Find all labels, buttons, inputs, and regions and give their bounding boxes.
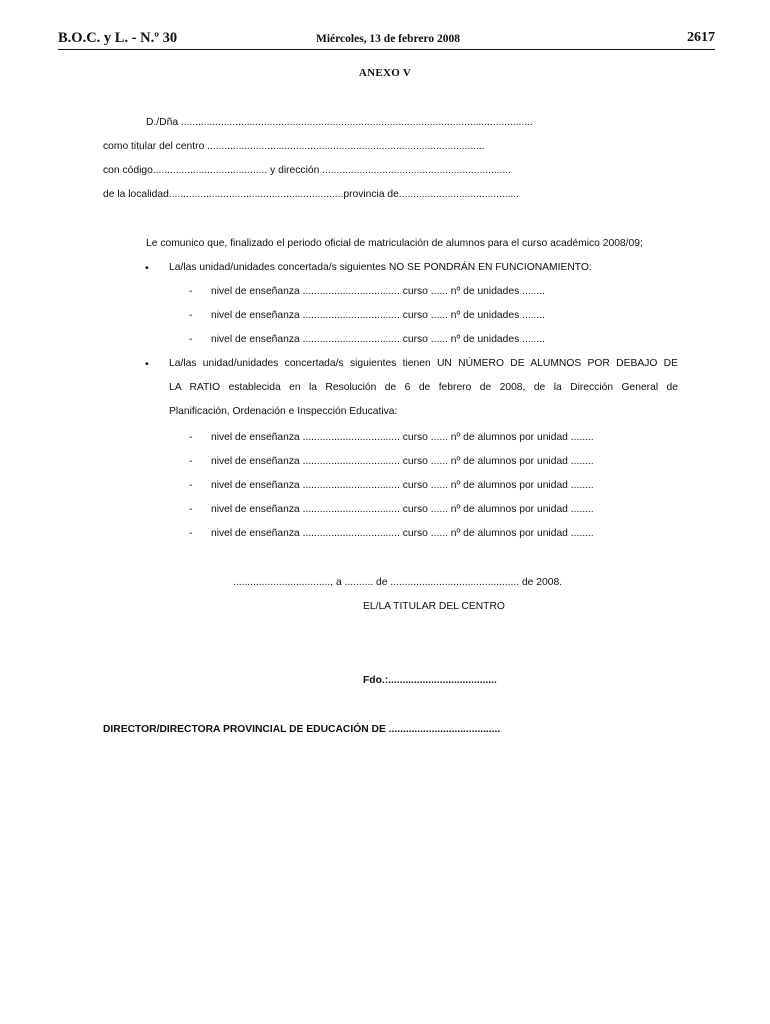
form-line-code: con código........................................ y dirección ..................................................................: [103, 165, 511, 176]
bullet-icon: •: [145, 358, 149, 370]
addressee-line: DIRECTOR/DIRECTORA PROVINCIAL DE EDUCACIÓN DE .......................................: [103, 724, 501, 735]
bullet-icon: •: [145, 262, 149, 274]
dash-icon: -: [189, 334, 193, 345]
ratio-line: nivel de enseñanza .................................. curso ...... nº de alumnos por unidad ........: [211, 504, 594, 515]
annex-title: ANEXO V: [358, 67, 412, 79]
ratio-line: nivel de enseñanza .................................. curso ...... nº de alumnos por unidad ........: [211, 432, 594, 443]
bullet-2-line: La/las unidad/unidades concertada/s siguientes tienen UN NÚMERO DE ALUMNOS POR DEBAJO DE: [169, 358, 678, 369]
signer-title: EL/LA TITULAR DEL CENTRO: [363, 601, 505, 612]
bullet-2-line: LA RATIO establecida en la Resolución de 6 de febrero de 2008, de la Dirección General de: [169, 382, 678, 393]
page-header: [58, 30, 715, 50]
page-number: 2617: [687, 30, 715, 45]
dash-icon: -: [189, 480, 193, 491]
date-line: .................................., a .......... de ............................................. de 2008.: [233, 577, 563, 588]
dash-icon: -: [189, 456, 193, 467]
dash-icon: -: [189, 528, 193, 539]
ratio-line: nivel de enseñanza .................................. curso ...... nº de alumnos por unidad ........: [211, 456, 594, 467]
publication-date: Miércoles, 13 de febrero 2008: [316, 33, 461, 45]
ratio-line: nivel de enseñanza .................................. curso ...... nº de alumnos por unidad ........: [211, 528, 594, 539]
unit-line: nivel de enseñanza .................................. curso ...... nº de unidades ........: [211, 310, 545, 321]
bullet-2-line: Planificación, Ordenación e Inspección Educativa:: [169, 406, 398, 417]
unit-line: nivel de enseñanza .................................. curso ...... nº de unidades ........: [211, 286, 545, 297]
dash-icon: -: [189, 504, 193, 515]
intro-text: Le comunico que, finalizado el periodo oficial de matriculación de alumnos para el curso académico 2008/09;: [146, 238, 643, 249]
dash-icon: -: [189, 310, 193, 321]
form-line-locality: de la localidad.............................................................provincia de..........................................: [103, 189, 520, 200]
form-line-centre: como titular del centro .................................................................................................: [103, 141, 485, 152]
dash-icon: -: [189, 432, 193, 443]
bullet-1-text: La/las unidad/unidades concertada/s siguientes NO SE PONDRÁN EN FUNCIONAMIENTO:: [169, 262, 592, 273]
signature-line: Fdo.:......................................: [363, 675, 497, 686]
header-rule: [58, 49, 715, 50]
form-line-name: D./Dña ...........................................................................................................................: [146, 117, 533, 128]
unit-line: nivel de enseñanza .................................. curso ...... nº de unidades ........: [211, 334, 545, 345]
ratio-line: nivel de enseñanza .................................. curso ...... nº de alumnos por unidad ........: [211, 480, 594, 491]
dash-icon: -: [189, 286, 193, 297]
journal-issue: B.O.C. y L. - N.º 30: [58, 30, 178, 46]
